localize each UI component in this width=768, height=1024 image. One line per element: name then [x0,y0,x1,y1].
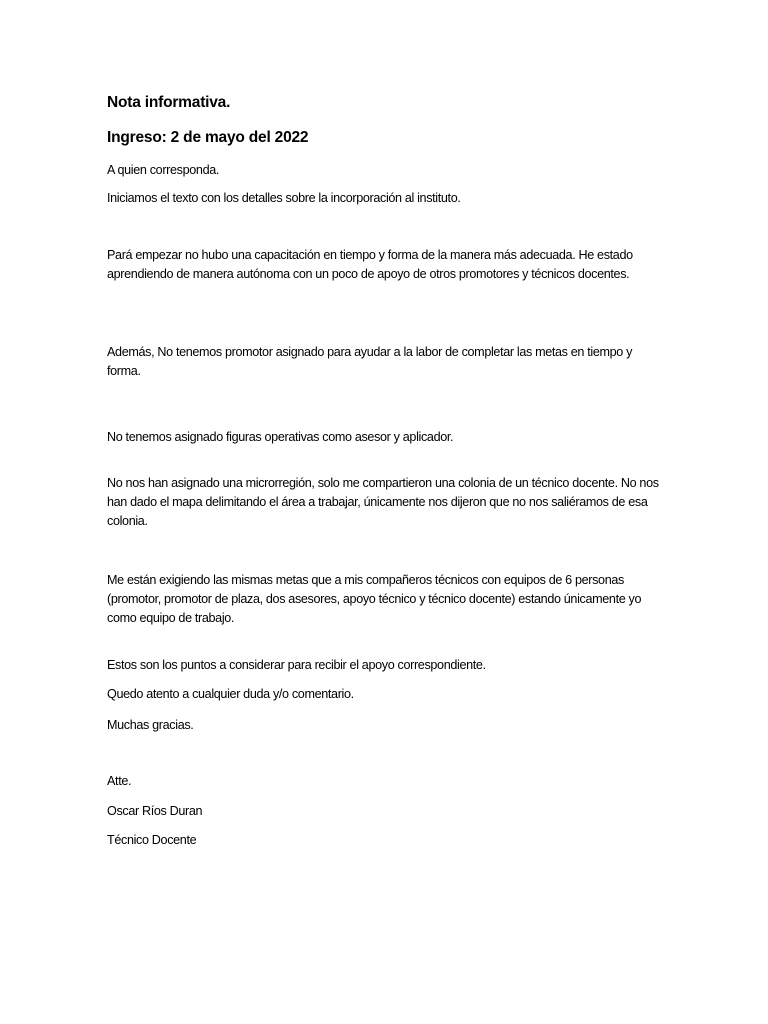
signature-sign-off: Atte. [107,774,132,788]
closing-questions: Quedo atento a cualquier duda y/o comentario. [107,687,354,701]
closing-support: Estos son los puntos a considerar para recibir el apoyo correspondiente. [107,658,486,672]
paragraph-microregion: No nos han asignado una microrregión, solo me compartieron una colonia de un técnico docente. No nos han dado el mapa delimitando el área a trabajar, únicamente nos dijeron que no nos saliéramos de esa colonia. [107,476,662,528]
greeting: A quien corresponda. [107,163,220,177]
paragraph-goals: Me están exigiendo las mismas metas que a mis compañeros técnicos con equipos de 6 personas (promotor, promotor de plaza, dos asesores, apoyo técnico y técnico docente) estando únicamente yo como equipo de trabajo. [107,573,645,625]
paragraph-promoter: Además, No tenemos promotor asignado para ayudar a la labor de completar las metas en tiempo y forma. [107,345,636,378]
signature-role: Técnico Docente [107,833,197,847]
document-title: Nota informativa. [107,94,231,111]
document-subtitle: Ingreso: 2 de mayo del 2022 [107,129,309,146]
intro-paragraph: Iniciamos el texto con los detalles sobre la incorporación al instituto. [107,191,461,205]
paragraph-operative-figures: No tenemos asignado figuras operativas como asesor y aplicador. [107,430,454,444]
closing-thanks: Muchas gracias. [107,718,194,732]
signature-name: Oscar Ríos Duran [107,804,203,818]
paragraph-training: Pará empezar no hubo una capacitación en tiempo y forma de la manera más adecuada. He estado aprendiendo de manera autónoma con un poco de apoyo de otros promotores y técnicos docentes. [107,248,636,281]
